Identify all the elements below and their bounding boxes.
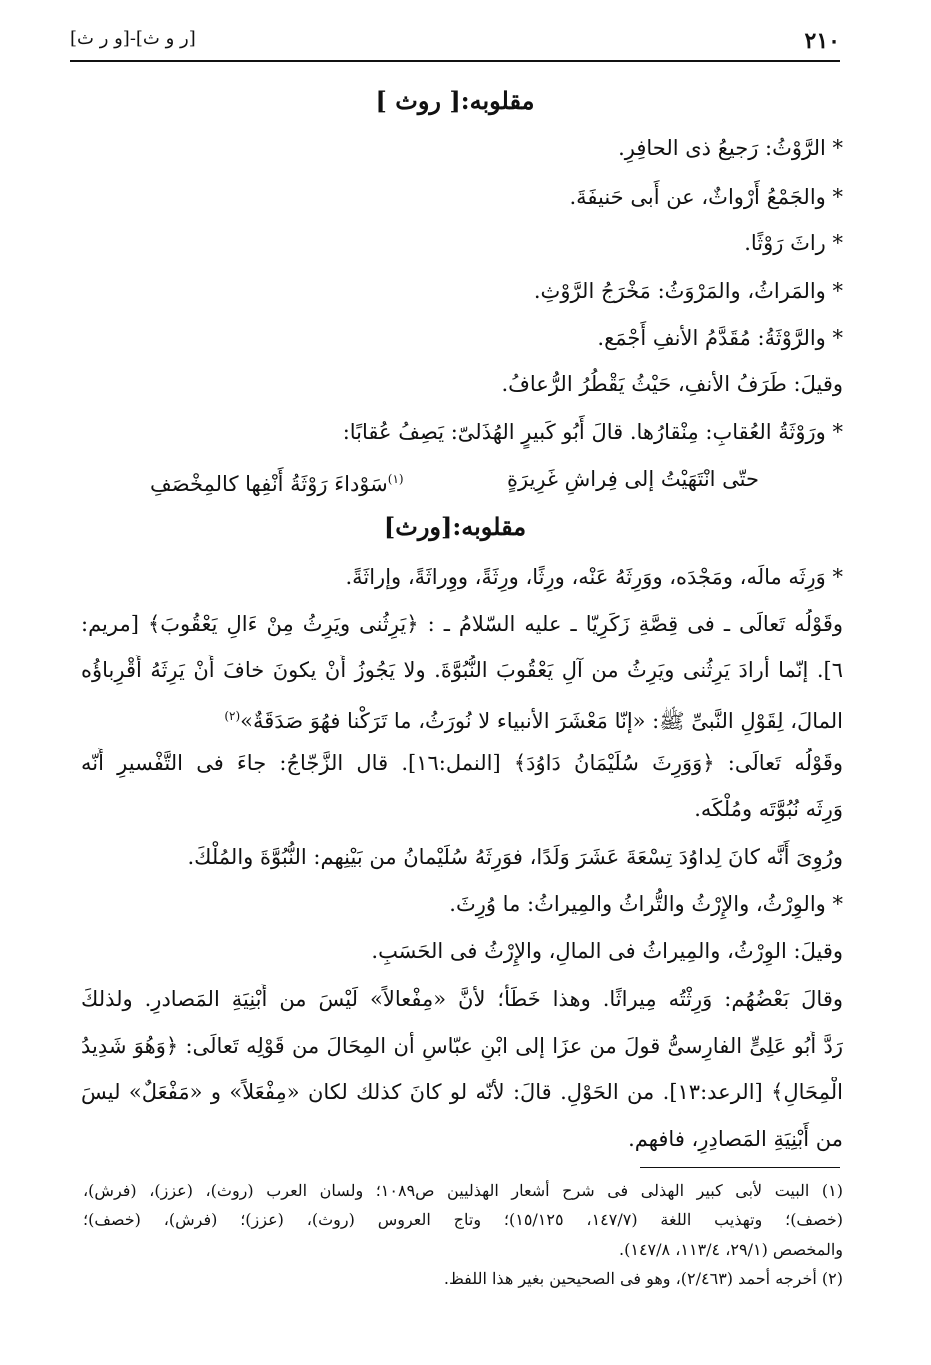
section-heading-wrth: مقلوبه:[ورث] [383,512,527,541]
entry-line: وقَوْلُه تَعالَى: ﴿وَوَرِثَ سُلَيْمَانُ دَاوُدَ﴾ [النمل:١٦]. قال الزَّجّاجُ: جاءَ فى التَّفْسيرِ أَنّه [81,751,843,775]
verse-first-hemistich: حتّى انْتَهَيْتُ إلى فِراشِ غَرِيرَةٍ [506,467,759,491]
entry-line: * راثَ رَوْثًا. [744,231,843,255]
entry-line: * ورَوْثَةُ العُقابِ: مِنْقارُها. قالَ أَبُو كَبيرٍ الهُذَلىّ: يَصِفُ عُقابًا: [342,420,843,444]
section-heading-rwth: مقلوبه:[ روث ] [375,86,535,115]
entry-line: الْمِحَالِ﴾ [الرعد:١٣]. من الحَوْلِ. قالَ: لأنّه لو كانَ كذلك لكان «مِفْعَلاً» و «مَفْعَلٌ» ليسَ [81,1080,843,1104]
footnote-mark: (١) [387,472,404,486]
entry-line: * الرَّوْثُ: رَجيعُ ذى الحافِرِ. [618,136,843,160]
entry-line: ورُوِىَ أَنَّه كانَ لِداوُدَ تِسْعَةَ عَشَرَ وَلَدًا، فوَرِثَهُ سُلَيْمانُ من بَيْنِهم: النُّبُوَّةَ والمُلْكَ. [187,845,843,869]
entry-line: * والوِرْثُ، والإِرْثُ والتُّراثُ والمِيراثُ: ما وُرِثَ. [449,892,843,916]
entry-line: رَدَّ أَبُو عَلِىٍّ الفارِسىُّ قولَ من عزَا إلى ابْنِ عبّاسٍ أن المِحَالَ من قَوْلِه تَعالَى: ﴿وَهُوَ شَدِيدُ [81,1034,843,1058]
entry-line: من أَبْنِيَةِ المَصادِرِ، فافهم. [628,1127,843,1151]
entry-line: وقيلَ: طَرَفُ الأنفِ، حَيْثُ يَقْطُرُ الرُّعافُ. [501,372,843,396]
footnote-line: (١) البيت لأبى كبير الهذلى فى شرح أشعار الهذليين ص١٠٨٩؛ ولسان العرب (روث)، (عزز)، (فرش)، [83,1181,843,1200]
entry-line: * والرَّوْثَةُ: مُقَدَّمُ الأنفِ أَجْمَع. [597,326,843,350]
entry-line: * وَرِثَه مالَه، ومَجْدَه، ووَرِثَهُ عَنْه، ورِثًا، ورِثَةً، ووِراثَةً، وإراثَةً. [345,565,843,589]
verse-second-hemistich [150,464,404,499]
entry-line: وقالَ بَعْضُهُم: وَرِثْتُه مِيراثًا. وهذا خَطَأٌ؛ لأنَّ «مِفْعالاً» لَيْسَ من أَبْنِيَةِ المَصادرِ. ولذلكَ [81,987,843,1011]
footnote-line: (خصف)؛ وتهذيب اللغة (١٤٧/٧، ١٥/١٢٥)؛ وتاج العروس (روث)، (عزز)؛ (فرش)، (خصف)؛ [83,1210,843,1229]
footnote-rule [640,1167,840,1168]
entry-text: المالَ، لِقَوْلِ النَّبىِّ ﷺ: «إنّا مَعْشَرَ الأنبياء لا نُورَثُ، ما تَرَكْنا فهُوَ صَدَقَةٌ» [240,709,843,733]
footnote-line: والمخصص (٢٩/١، ١١٣/٤، ١٤٧/٨). [619,1240,843,1259]
running-head [70,22,840,62]
footnote-line: (٢) أخرجه أحمد (٢/٤٦٣)، وهو فى الصحيحين بغير هذا اللفظ. [443,1269,843,1288]
entry-line: وَرِثَه نُبُوَّتَه ومُلْكَه. [694,797,843,821]
entry-line: وقَوْلُه تَعالَى ـ فى قِصَّةِ زَكَرِيّا ـ عليه السّلامُ ـ : ﴿يَرِثُنى ويَرِثُ مِنْ ءَالِ يَعْقُوبَ﴾ [مريم: [81,612,843,636]
root-tag: [ر و ث]-[و ر ث] [70,28,196,49]
verse-second-text: سَوْداءَ رَوْثَةُ أَنْفِها كالمِخْصَفِ [150,472,388,496]
entry-line: * والمَراثُ، والمَرْوَثُ: مَخْرَجُ الرَّوْثِ. [533,279,843,303]
entry-line [83,701,843,736]
entry-line: ٦]. إنّما أرادَ يَرِثُنى ويَرِثُ من آلِ يَعْقُوبَ النُّبُوَّةَ. ولا يَجُوزُ أَنْ يكونَ خافَ أَنْ يَرِثَهُ أَقْرِباؤُه [81,658,843,682]
page-number: ٢١٠ [804,28,840,54]
entry-line: وقيلَ: الوِرْثُ، والمِيراثُ فى المالِ، والإِرْثُ فى الحَسَبِ. [371,939,843,963]
footnote-mark: (٢) [224,709,241,723]
entry-line: * والجَمْعُ أَرْواثٌ، عن أَبى حَنيفَةَ. [569,185,843,209]
